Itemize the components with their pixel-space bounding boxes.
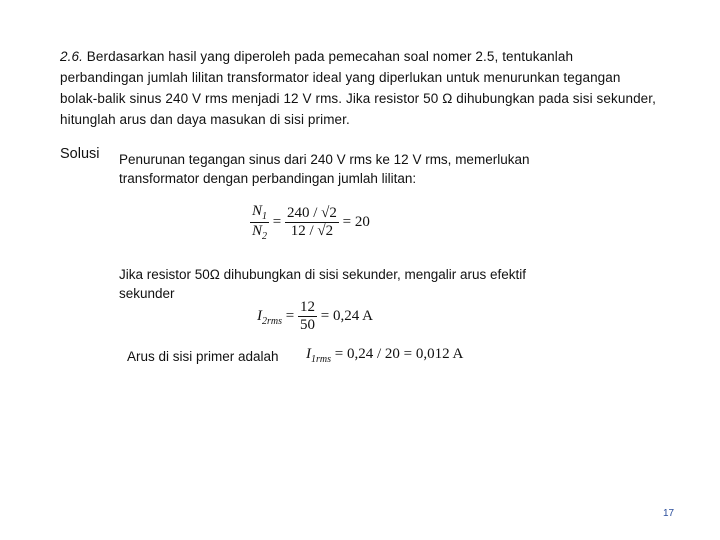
turns-ratio-result: = 20 (342, 213, 370, 230)
secondary-current-equation: $I_{2rms}$ = $\frac{12}{50}$ = 0,24 A (257, 299, 373, 333)
current-fraction: $\frac{12}{50}$ (299, 299, 315, 333)
primary-current-equation: $I_{1rms} = 0,24 / 20 = 0,012$ A (306, 346, 464, 365)
primary-current-result: = 0,24 / 20 = 0,012 A (334, 346, 464, 362)
turns-fraction: $\frac{N_1}{N_2}$ (252, 203, 268, 242)
solution-paragraph-2: Jika resistor 50Ω dihubungkan di sisi sekunder, mengalir arus efektif sekunder (119, 267, 527, 301)
secondary-current-result: = 0,24 A (320, 307, 373, 324)
page-number: 17 (663, 508, 675, 519)
problem-text: Berdasarkan hasil yang diperoleh pada pemecahan soal nomer 2.5, tentukanlah perbandingan jumlah lilitan transformator ideal yang diperlukan untuk menurunkan tegangan bolak-balik sinus 240 V rms menjadi 12 V rms. Jika resistor 50 Ω dihubungkan pada sisi sekunder, hitunglah arus dan daya masukan di sisi primer. (60, 49, 656, 127)
solution-paragraph-1: Penurunan tegangan sinus dari 240 V rms ke 12 V rms, memerlukan transformator dengan perbandingan jumlah lilitan: (119, 152, 530, 186)
problem-number: 2.6. (60, 49, 83, 64)
problem-statement (60, 46, 660, 130)
solution-label: Solusi (60, 146, 100, 162)
turns-ratio-equation: $\frac{N_1}{N_2}$ = $\frac{240 / √2}{12 / √2}$ = 20 (252, 203, 370, 242)
solution-paragraph-3: Arus di sisi primer adalah (127, 349, 279, 364)
voltage-fraction: $\frac{240 / √2}{12 / √2}$ (286, 205, 337, 239)
